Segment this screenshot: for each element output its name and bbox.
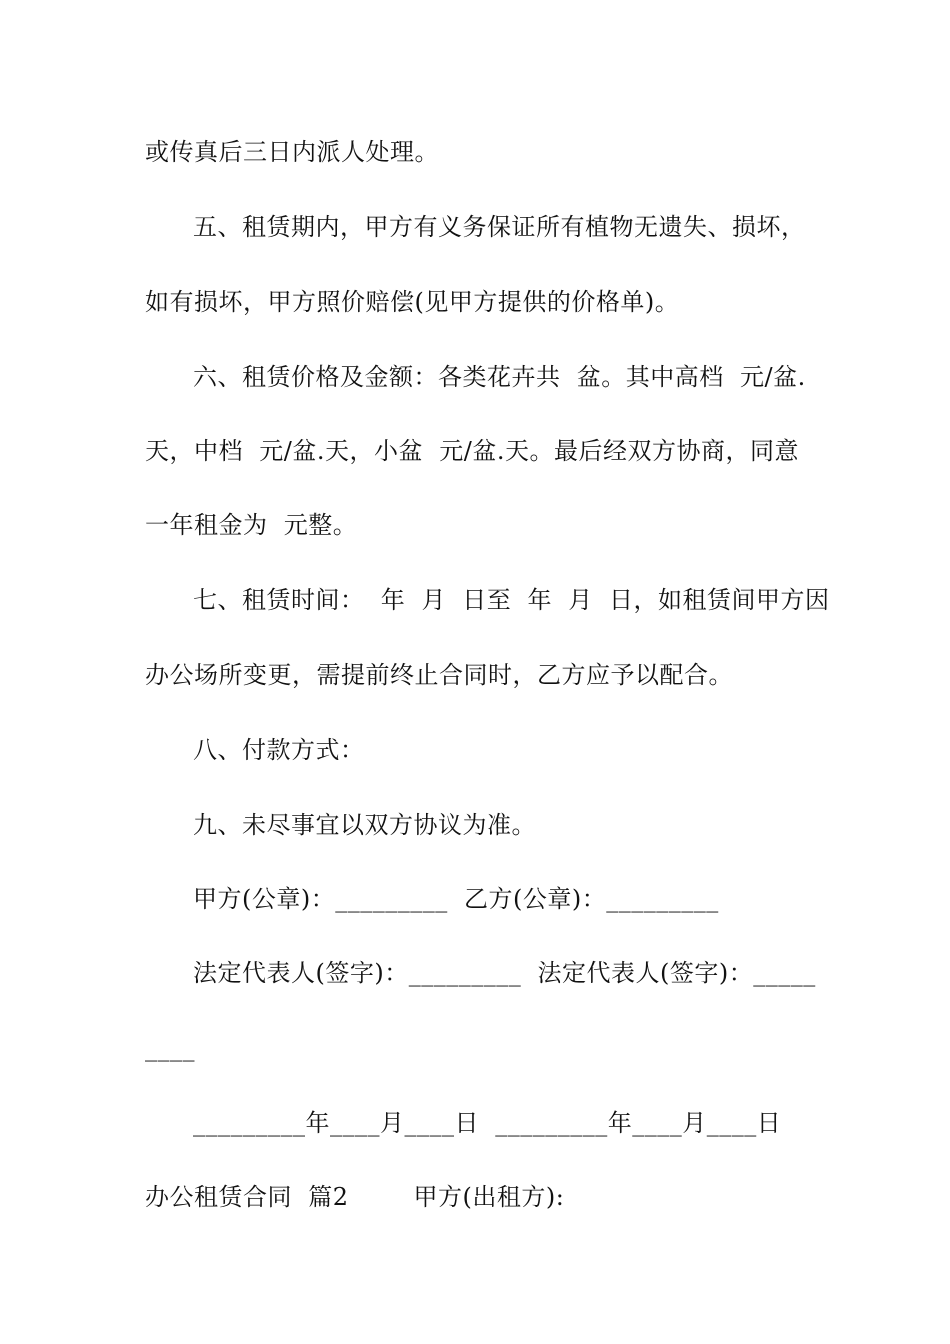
party-seal-line: 甲方(公章)：_________ 乙方(公章)：_________ [193,885,719,913]
legal-rep-signature-line: 法定代表人(签字)：_________ 法定代表人(签字)：_____ [193,959,816,987]
clause-7-line-2: 办公场所变更，需提前终止合同时，乙方应予以配合。 [145,661,733,689]
clause-9: 九、未尽事宜以双方协议为准。 [193,811,536,839]
clause-5-line-1: 五、租赁期内，甲方有义务保证所有植物无遗失、损坏， [193,213,806,241]
paragraph-line-continuation: 或传真后三日内派人处理。 [145,138,439,166]
clause-6-line-1: 六、租赁价格及金额：各类花卉共 盆。其中高档 元/盆. [193,363,806,391]
clause-6-line-2: 天，中档 元/盆.天，小盆 元/盆.天。最后经双方协商，同意 [145,437,799,465]
signature-line-continuation: ____ [145,1034,195,1062]
clause-6-line-3: 一年租金为 元整。 [145,511,358,539]
date-line: _________年____月____日 _________年____月____日 [193,1109,782,1137]
clause-7-line-1: 七、租赁时间： 年 月 日至 年 月 日，如租赁间甲方因 [193,586,830,614]
section-heading-contract-2: 办公租赁合同 篇2 甲方(出租方): [145,1183,565,1211]
clause-5-line-2: 如有损坏，甲方照价赔偿(见甲方提供的价格单)。 [145,288,680,316]
clause-8: 八、付款方式： [193,736,365,764]
